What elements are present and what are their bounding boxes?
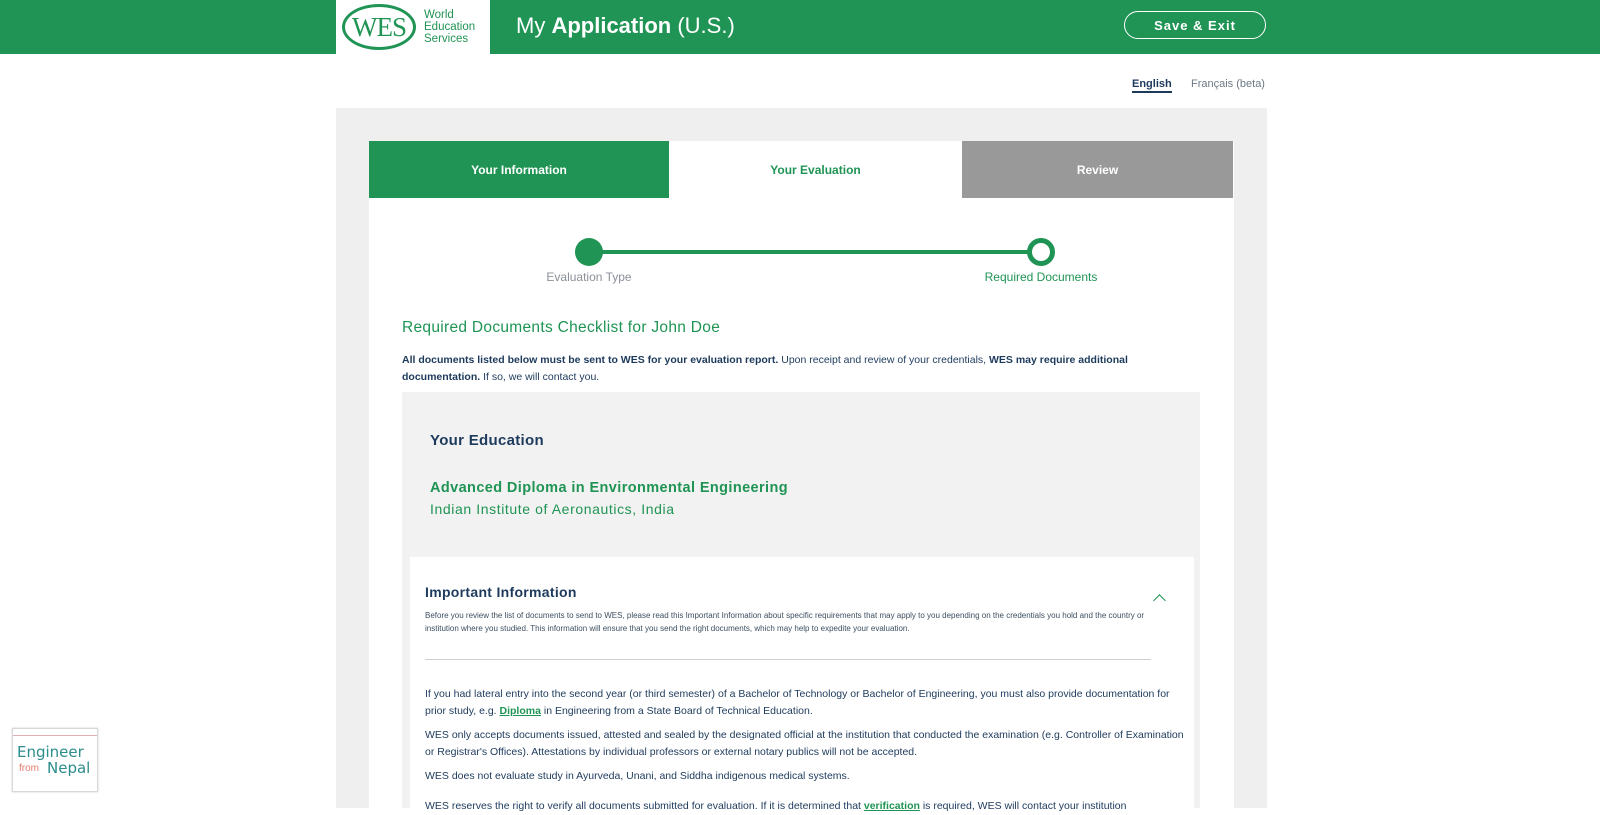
tab-your-information[interactable]: Your Information bbox=[369, 141, 669, 198]
stepper-progress-line bbox=[588, 250, 1040, 254]
education-institution: Indian Institute of Aeronautics, India bbox=[430, 501, 675, 517]
info-paragraph-lateral-entry: If you had lateral entry into the second year (or third semester) of a Bachelor of Technology or Bachelor of Engineering, you must also provide documentation for prior study, e.g. Diploma in Engineering from a State Board of Technical Education. bbox=[425, 688, 1170, 717]
tab-your-evaluation[interactable]: Your Evaluation bbox=[669, 141, 962, 198]
diploma-link[interactable]: Diploma bbox=[499, 705, 541, 717]
watermark-line1: Engineer bbox=[17, 743, 84, 761]
wes-logo-wordmark: World Education Services bbox=[424, 9, 476, 45]
wes-logo[interactable] bbox=[336, 0, 490, 54]
checklist-title: Required Documents Checklist for John Doe bbox=[402, 319, 721, 336]
education-heading: Your Education bbox=[430, 432, 544, 449]
page-title: My Application (U.S.) bbox=[516, 13, 735, 38]
info-paragraph-attestation: WES only accepts documents issued, attested and sealed by the designated official at the institution that conducted the examination (e.g. Controller of Examination or Registrar's Offices). Attestations by individual professors or external notary publics will not be accepted. bbox=[425, 729, 1184, 758]
section-divider bbox=[425, 659, 1151, 660]
info-paragraph-ayurveda: WES does not evaluate study in Ayurveda, Unani, and Siddha indigenous medical systems. bbox=[425, 770, 850, 782]
watermark-line2: Nepal bbox=[47, 759, 91, 777]
step-evaluation-type-label[interactable]: Evaluation Type bbox=[546, 270, 632, 284]
language-english-link[interactable]: English bbox=[1132, 78, 1172, 93]
step-required-documents-dot[interactable] bbox=[1027, 238, 1055, 266]
education-degree: Advanced Diploma in Environmental Engineering bbox=[430, 480, 788, 496]
engineer-from-nepal-watermark bbox=[12, 728, 98, 792]
top-header-bar bbox=[0, 0, 1600, 54]
important-information-heading[interactable]: Important Information bbox=[425, 584, 577, 600]
step-evaluation-type-dot[interactable] bbox=[575, 238, 603, 266]
important-information-subtitle: Before you review the list of documents to send to WES, please read this Important Information about specific requirements that may apply to you depending on the credentials you hold and the country or institution where you studied. This information will ensure that you send the right documents, which may help to expedite your evaluation. bbox=[425, 611, 1145, 633]
step-required-documents-label: Required Documents bbox=[984, 270, 1098, 284]
verification-link[interactable]: verification bbox=[863, 800, 920, 812]
info-paragraph-verification: WES reserves the right to verify all documents submitted for evaluation. If it is determined that verification is required, WES will contact your institution bbox=[425, 800, 1127, 812]
watermark-thumbnail-bar bbox=[13, 729, 97, 736]
watermark-from: from bbox=[19, 763, 39, 774]
save-exit-button[interactable]: Save & Exit bbox=[1124, 11, 1266, 39]
tab-review[interactable]: Review bbox=[962, 141, 1233, 198]
wes-logo-mark: WES bbox=[342, 4, 416, 50]
checklist-intro: All documents listed below must be sent to WES for your evaluation report. Upon receipt and review of your credentials, WES may require additional documentation. If so, we will contact you. bbox=[402, 354, 1128, 383]
language-french-link[interactable]: Français (beta) bbox=[1191, 78, 1265, 90]
